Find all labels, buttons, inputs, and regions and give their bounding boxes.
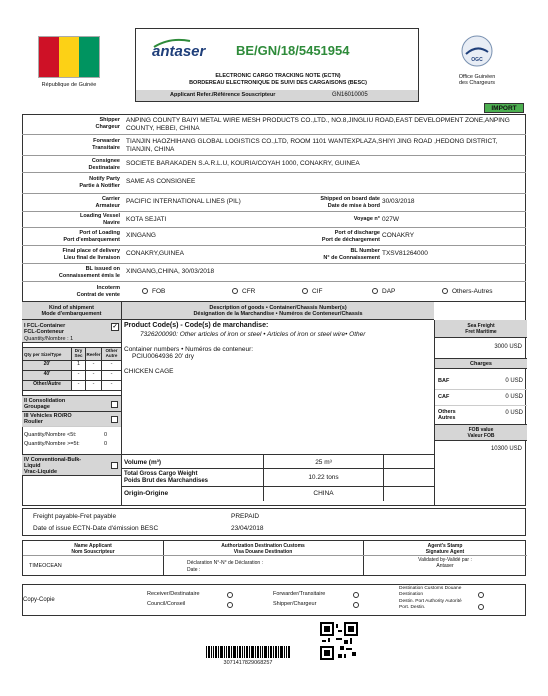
goods-description: CHICKEN CAGE [124,368,174,375]
applicant-ref-label: Applicant Refer./Référence Souscripteur [170,92,276,98]
copy-label: Copy-Copie [23,597,55,603]
copies-box [22,584,526,616]
description-block [124,322,432,454]
fcl-checkbox[interactable]: ✓ [112,324,118,330]
consignee-value: SOCIETE BARAKADEN S.A.R.L.U, KOURIA/COYAH 1000, CONAKRY, GUINEA [126,160,360,167]
fob-header: FOB value Valeur FOB [435,424,527,441]
voyage-label: Voyage n° [353,216,380,222]
issue-date-label: Date of issue ECTN-Date d'émission BESC [33,525,159,532]
copy-option-port[interactable]: Destin. Port Authority Autorité Port. Destin. [399,599,462,610]
copy-option-receiver[interactable]: Receiver/Destinataire [147,591,200,597]
incoterm-fob[interactable]: FOB [142,288,165,296]
pod-value: CONAKRY [382,232,415,239]
notify-row [22,173,526,194]
issue-date-value: 23/04/2018 [231,525,264,532]
roro-block [22,412,121,427]
bl-issued-label: BL issued on Connaissement émis le [58,266,120,279]
carrier-row [22,194,526,212]
roro-qty-gte5: Quantity/Nombre >=5t: 0 [24,441,108,447]
carrier-label: Carrier Armateur [95,196,120,209]
import-badge: IMPORT [484,103,524,113]
incoterm-label: Incoterm Contrat de vente [76,285,120,298]
voyage-value: 027W [382,216,399,223]
office-logo [460,34,494,68]
consignee-label: Consignee Destinataire [88,158,120,171]
applicant-ref-bar [136,90,418,101]
bulk-label: IV Conventional-Bulk- Liquid Vrac-Liquide [24,457,82,475]
header-title-box [135,28,419,102]
fcl-label: I FCL-Container FCL-Conteneur [24,323,66,335]
kind-column [22,320,122,506]
origin-row: Origin-Origine CHINA [122,487,434,501]
radio-copy-customs[interactable] [478,592,484,598]
notify-value: SAME AS CONSIGNEE [126,178,196,185]
bl-value: TXSV81264000 [382,250,428,257]
copy-option-forwarder[interactable]: Forwarder/Transitaire [273,591,326,597]
vessel-label: Loading Vessel Navire [79,213,120,226]
radio-copy-shipper[interactable] [353,602,359,608]
weight-row: Total Gross Cargo Weight Poids Brut des Marchandises 10.22 tons [122,469,434,487]
vessel-value: KOTA SEJATI [126,216,167,223]
applicant-value: TIMEOCEAN [29,563,62,569]
pol-label: Port of Loading Port d'embarquement [63,230,120,243]
validated-block: Validated by-Validé par : Antaser [418,557,472,569]
measures-table [122,454,434,501]
copy-option-council[interactable]: Council/Conseil [147,601,186,607]
incoterm-others[interactable]: Others-Autres [442,288,492,296]
freight-column [434,320,526,506]
payment-box [22,508,526,536]
vessel-row [22,212,526,228]
declaration-label: Déclaration N°-N° de Déclaration : [187,560,263,566]
table-row: Other/Autre - - - [22,381,122,391]
notify-label: Notify Party Partie à Notifier [79,176,120,189]
radio-copy-receiver[interactable] [227,592,233,598]
date-label: Date : [187,567,201,573]
radio-others[interactable] [442,288,448,294]
shipper-row [22,114,526,135]
desc-header: Description of goods • Container/Chassis Number(s) Désignation de la Marchandise • Numéros de Conteneur/Chassis [122,302,434,320]
fob-value: 10300 USD [490,446,522,452]
shipped-value: 30/03/2018 [382,198,415,205]
sea-freight-header: Sea Freight Fret Maritime [435,320,527,338]
title-fr: BORDEREAU ELECTRONIQUE DE SUIVI DES CARGAISONS (BESC) [189,80,367,86]
table-row: 20' 1 - - [22,361,122,371]
sea-freight-value: 3000 USD [494,344,522,350]
bl-label: BL Number N° de Connaissement [323,248,380,261]
radio-cif[interactable] [302,288,308,294]
brand-name: antaser [152,43,206,60]
incoterm-cif[interactable]: CIF [302,288,322,296]
radio-cfr[interactable] [232,288,238,294]
product-codes-label: Product Code(s) - Code(s) de marchandise: [124,322,269,329]
barcode [206,646,290,658]
applicant-ref-value: GN16010005 [332,92,368,98]
shipper-value: ANPING COUNTY BAIYI METAL WIRE MESH PRODUCTS CO.,LTD., NO.8,JINGLIU ROAD,EAST DEVELOPMENT ZONE,ANPING COUNTY, HEBEI, CHINA [126,117,510,132]
container-label: Container numbers • Numéros de conteneur: [124,346,254,353]
barcode-number: 3071417829068257 [223,660,273,666]
volume-row: Volume (m³) 25 m³ [122,454,434,469]
freight-payable-value: PREPAID [231,513,260,520]
auth-header: Authorization Destination Customs Visa Douane Destination [221,543,305,555]
stamp-header: Agent's Stamp Signature Agent [425,543,465,555]
tracking-number: BE/GN/18/5451954 [236,43,350,58]
bulk-checkbox[interactable] [111,462,118,469]
bulk-block [22,454,121,476]
freight-payable-label: Freight payable-Fret payable [33,513,117,520]
caf-row: CAF 0 USD [435,390,527,406]
shipper-label: Shipper Chargeur [95,117,120,130]
fcl-block [22,320,121,343]
fpd-label: Final place of delivery Lieu final de livraison [62,248,120,261]
container-value: PCIU0064936 20' dry [132,353,194,360]
groupage-block [22,395,121,412]
groupage-checkbox[interactable] [111,401,118,408]
others-row: Others Autres 0 USD [438,409,523,421]
incoterm-row [22,282,526,302]
shipped-label: Shipped on board date Date de mise à bord [320,196,380,209]
ports-row [22,228,526,246]
forwarder-row [22,135,526,156]
qty-table-header: Qty per Size/Type Dry Sec Reefer Other Autre [22,347,122,361]
incoterm-dap[interactable]: DAP [372,288,395,296]
title-en: ELECTRONIC CARGO TRACKING NOTE (ECTN) [215,73,341,79]
country-label: République de Guinée [41,82,97,88]
table-row: 40' - - - [22,371,122,381]
roro-label: III Vehicles RO/RO Roulier [24,413,72,425]
roro-checkbox[interactable] [111,416,118,423]
product-codes-value: 7326200090: Other articles of iron or steel • Articles of iron or steel wire• Other [140,331,366,338]
fpd-value: CONAKRY,GUINEA [126,250,184,257]
copy-option-customs[interactable]: Destination Customs Douane Destination [399,586,462,597]
pol-value: XINGANG [126,232,156,239]
copy-option-shipper[interactable]: Shipper/Chargeur [273,601,317,607]
quantity-row: Quantity/Nombre : 1 [24,336,74,342]
radio-copy-council[interactable] [227,602,233,608]
bl-issued-value: XINGANG,CHINA, 30/03/2018 [126,268,215,275]
qr-code [320,622,358,660]
incoterm-cfr[interactable]: CFR [232,288,255,296]
qty-table [22,347,122,391]
kind-header: Kind of shipment Mode d'embarquement [22,302,122,320]
forwarder-value: TIANJIN HAOZHIHANG GLOBAL LOGISTICS CO.,LTD, ROOM 1101 WANTEXPLAZA,SHIYI JING ROAD ,HEDONG DISTRICT, TIANJIN, CHINA [126,138,498,153]
radio-copy-forwarder[interactable] [353,592,359,598]
charges-header: Charges [435,358,527,369]
baf-row: BAF 0 USD [435,374,527,390]
signatures-box [22,540,526,576]
groupage-label: II Consolidation Groupage [24,398,66,410]
guinea-flag [38,36,100,78]
bl-issued-row [22,264,526,282]
forwarder-label: Forwarder Transitaire [92,138,120,151]
office-label-2: des Chargeurs [458,80,496,86]
delivery-row [22,246,526,264]
pod-label: Port of discharge Port de déchargement [321,230,380,243]
radio-dap[interactable] [372,288,378,294]
svg-text:OGC: OGC [471,57,483,63]
radio-copy-port[interactable] [478,604,484,610]
office-label-1: Office Guinéen [458,74,496,80]
consignee-row [22,156,526,173]
radio-fob[interactable] [142,288,148,294]
roro-qty-lt5: Quantity/Nombre <5t: 0 [24,432,108,438]
applicant-header: Name Applicant Nom Souscripteur [71,543,115,555]
carrier-value: PACIFIC INTERNATIONAL LINES (PIL) [126,198,241,205]
